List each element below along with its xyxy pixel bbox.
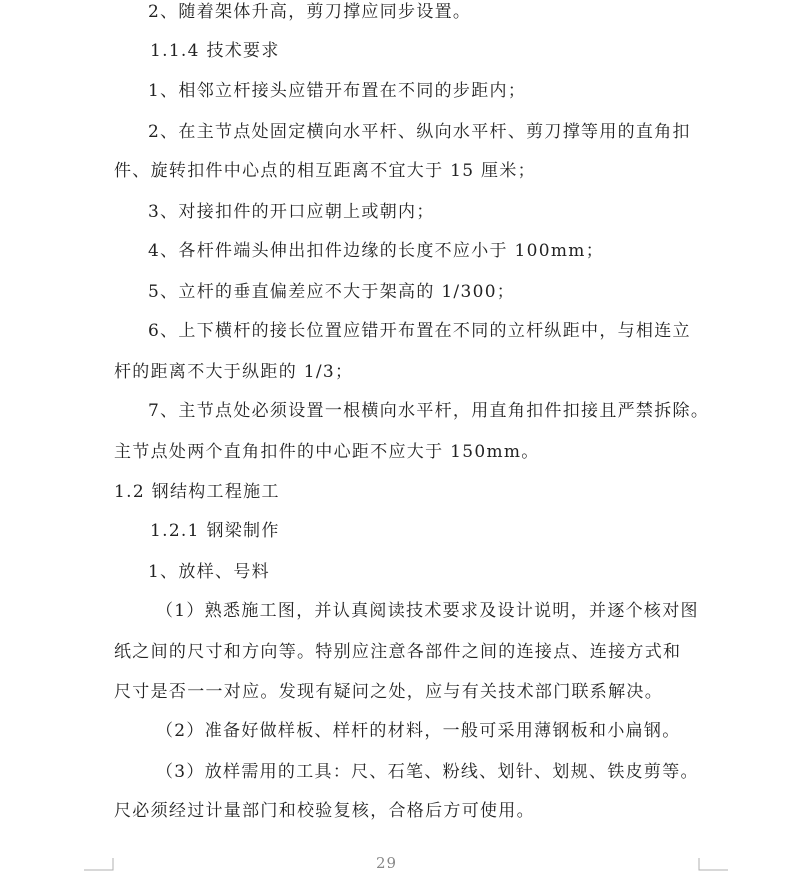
text-line: 4、各杆件端头伸出扣件边缘的长度不应小于 100mm；	[148, 241, 605, 261]
text-line: 6、上下横杆的接长位置应错开布置在不同的立杆纵距中，与相连立	[148, 321, 691, 341]
section-heading: 1.1.4 技术要求	[150, 41, 280, 61]
text-line: （2）准备好做样板、样杆的材料，一般可采用薄钢板和小扁钢。	[156, 721, 681, 741]
text-line: 主节点处两个直角扣件的中心距不应大于 150mm。	[114, 442, 540, 462]
text-line: 2、在主节点处固定横向水平杆、纵向水平杆、剪刀撑等用的直角扣	[148, 122, 691, 142]
text-line: （3）放样需用的工具：尺、石笔、粉线、划针、划规、铁皮剪等。	[156, 762, 699, 782]
margin-corner-mark	[698, 858, 728, 876]
text-line: 1、相邻立杆接头应错开布置在不同的步距内；	[148, 81, 527, 101]
text-line: 7、主节点处必须设置一根横向水平杆，用直角扣件扣接且严禁拆除。	[148, 401, 710, 421]
section-heading: 1.2.1 钢梁制作	[150, 521, 280, 541]
text-line: 2、随着架体升高，剪刀撑应同步设置。	[148, 2, 472, 22]
text-line: 1、放样、号料	[148, 562, 270, 582]
text-line: （1）熟悉施工图，并认真阅读技术要求及设计说明，并逐个核对图	[156, 601, 699, 621]
text-line: 尺必须经过计量部门和校验复核，合格后方可使用。	[114, 801, 535, 821]
text-line: 3、对接扣件的开口应朝上或朝内；	[148, 202, 435, 222]
page-number: 29	[376, 854, 398, 872]
text-line: 5、立杆的垂直偏差应不大于架高的 1/300；	[148, 282, 516, 302]
margin-corner-mark	[84, 858, 114, 876]
text-line: 纸之间的尺寸和方向等。特别应注意各部件之间的连接点、连接方式和	[114, 642, 682, 662]
text-line: 杆的距离不大于纵距的 1/3；	[114, 362, 354, 382]
text-line: 件、旋转扣件中心点的相互距离不宜大于 15 厘米；	[114, 161, 536, 181]
text-line: 尺寸是否一一对应。发现有疑问之处，应与有关技术部门联系解决。	[114, 682, 663, 702]
section-heading: 1.2 钢结构工程施工	[114, 482, 280, 502]
